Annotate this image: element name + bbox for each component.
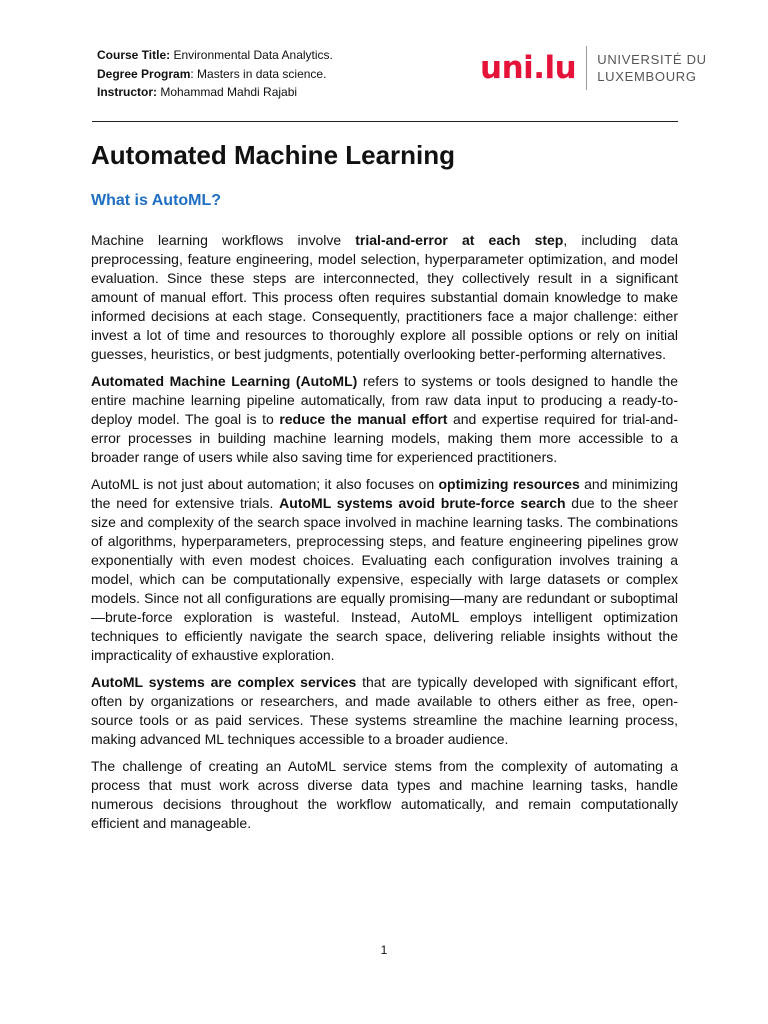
course-title-label: Course Title:: [97, 48, 171, 62]
instructor-line: [97, 83, 333, 102]
p3-bold-1: optimizing resources: [438, 476, 580, 492]
p2-text-2: and expertise required for trial-and-error processes in building machine learning models, making them more accessible to a broader range of users while also saving time for experienced practitioners.: [91, 411, 678, 465]
p4-text-1: that are typically developed with significant effort, often by organizations or researchers, and made available to others either as free, open-source tools or as paid services. These systems streamline the machine learning process, making advanced ML techniques accessible to a broader audience.: [91, 674, 678, 747]
paragraph-4: [91, 673, 678, 749]
university-logo: [480, 44, 707, 92]
p2-bold-1: Automated Machine Learning (AutoML): [91, 373, 358, 389]
degree-program-value: : Masters in data science.: [190, 66, 327, 81]
p4-bold-1: AutoML systems are complex services: [91, 674, 357, 690]
p2-text-1: refers to systems or tools designed to handle the entire machine learning pipeline automatically, from raw data input to producing a ready-to-deploy model. The goal is to: [91, 373, 678, 427]
degree-program-line: [97, 65, 333, 84]
instructor-label: Instructor:: [97, 85, 157, 99]
degree-program-label: Degree Program: [97, 66, 191, 81]
p1-bold-1: trial-and-error at each step: [355, 232, 564, 248]
header-divider: [92, 121, 678, 122]
document-body: [91, 231, 678, 841]
p3-text-2: and minimizing the need for extensive trials.: [91, 476, 679, 511]
p5-text-1: The challenge of creating an AutoML service stems from the complexity of automating a process that must work across diverse data types and machine learning tasks, handle numerous decisions throughout the workflow automatically, and remain computationally efficient and manageable.: [91, 758, 678, 831]
paragraph-3: [91, 475, 678, 665]
university-name-line2: LUXEMBOURG: [597, 69, 697, 84]
paragraph-2: [91, 372, 678, 467]
logo-divider: [586, 46, 587, 90]
p1-text-1: Machine learning workflows involve: [91, 232, 356, 248]
p1-text-2: , including data preprocessing, feature engineering, model selection, hyperparameter optimization, and model evaluation. Since these steps are interconnected, they collectively result in a significant amount of manual effort. This process often requires substantial domain knowledge to make informed decisions at each stage. Consequently, practitioners face a major challenge: either invest a lot of time and resources to thoroughly explore all possible options or rely on initial guesses, heuristics, or best judgments, potentially overlooking better-performing alternatives.: [91, 232, 679, 362]
p3-bold-2: AutoML systems avoid brute-force search: [279, 495, 566, 511]
university-name-line1: UNIVERSITÉ DU: [597, 52, 707, 67]
p2-bold-2: reduce the manual effort: [279, 411, 448, 427]
page-number: 1: [380, 943, 388, 957]
uni-lu-logo-mark: uni.lu: [480, 49, 577, 86]
course-title-value: Environmental Data Analytics.: [170, 48, 333, 62]
paragraph-5: [91, 757, 678, 833]
page-title: Automated Machine Learning: [91, 140, 456, 170]
section-heading: What is AutoML?: [91, 192, 222, 209]
university-name: [597, 51, 707, 85]
p3-text-1: AutoML is not just about automation; it also focuses on: [91, 476, 439, 492]
p3-text-3: due to the sheer size and complexity of the search space involved in machine learning tasks. The combinations of algorithms, hyperparameters, preprocessing steps, and feature engineering pipelines grow exponentially with even modest choices. Evaluating each configuration involves training a model, which can be computationally expensive, especially with large datasets or complex models. Since not all configurations are equally promising—many are redundant or suboptimal—brute-force exploration is wasteful. Instead, AutoML employs intelligent optimization techniques to efficiently navigate the search space, delivering reliable insights without the impracticality of exhaustive exploration.: [91, 495, 678, 663]
course-info: [97, 46, 333, 102]
instructor-value: Mohammad Mahdi Rajabi: [157, 85, 298, 99]
paragraph-1: [91, 231, 678, 364]
course-title-line: [97, 46, 333, 65]
